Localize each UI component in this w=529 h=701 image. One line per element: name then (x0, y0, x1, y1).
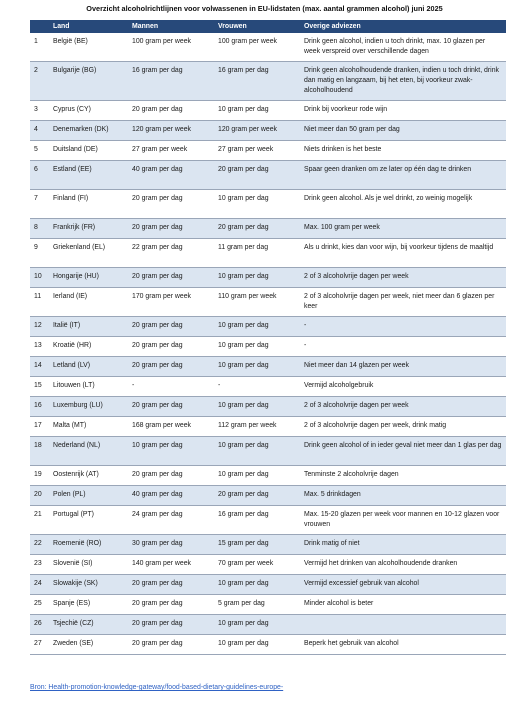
table-row (30, 377, 506, 397)
cell-advies: Beperk het gebruik van alcohol (300, 635, 506, 655)
cell-advies: - (300, 337, 506, 357)
table-row (30, 141, 506, 161)
cell-nr: 19 (30, 466, 49, 486)
header-adviezen: Overige adviezen (304, 22, 361, 30)
cell-advies: 2 of 3 alcoholvrije dagen per week, niet meer dan 6 glazen per keer (300, 288, 506, 317)
cell-mannen: 20 gram per dag (128, 575, 214, 595)
cell-vrouwen: 5 gram per dag (214, 595, 300, 615)
cell-nr: 2 (30, 62, 49, 101)
cell-vrouwen: 10 gram per dag (214, 437, 300, 466)
cell-nr: 14 (30, 357, 49, 377)
cell-mannen: 20 gram per dag (128, 466, 214, 486)
cell-advies: Als u drinkt, kies dan voor wijn, bij voorkeur tijdens de maaltijd (300, 239, 506, 268)
cell-nr: 25 (30, 595, 49, 615)
header-land: Land (53, 22, 70, 30)
cell-vrouwen: - (214, 377, 300, 397)
cell-land: Frankrijk (FR) (49, 219, 128, 239)
cell-vrouwen: 16 gram per dag (214, 506, 300, 535)
cell-vrouwen: 10 gram per dag (214, 337, 300, 357)
cell-nr: 16 (30, 397, 49, 417)
cell-advies: Max. 100 gram per week (300, 219, 506, 239)
table-row (30, 317, 506, 337)
cell-nr: 9 (30, 239, 49, 268)
cell-land: Oostenrijk (AT) (49, 466, 128, 486)
cell-advies: 2 of 3 alcoholvrije dagen per week (300, 268, 506, 288)
cell-advies: Vermijd excessief gebruik van alcohol (300, 575, 506, 595)
table-header-row (30, 20, 506, 33)
cell-advies: Vermijd het drinken van alcoholhoudende dranken (300, 555, 506, 575)
cell-vrouwen: 10 gram per dag (214, 101, 300, 121)
cell-mannen: - (128, 377, 214, 397)
cell-mannen: 20 gram per dag (128, 219, 214, 239)
cell-vrouwen: 112 gram per week (214, 417, 300, 437)
cell-land: Malta (MT) (49, 417, 128, 437)
cell-land: Luxemburg (LU) (49, 397, 128, 417)
cell-nr: 17 (30, 417, 49, 437)
cell-land: Slovenië (SI) (49, 555, 128, 575)
cell-mannen: 30 gram per dag (128, 535, 214, 555)
cell-advies: - (300, 317, 506, 337)
cell-vrouwen: 10 gram per dag (214, 397, 300, 417)
cell-vrouwen: 15 gram per dag (214, 535, 300, 555)
table-row (30, 397, 506, 417)
cell-land: Griekenland (EL) (49, 239, 128, 268)
cell-advies: Max. 15-20 glazen per week voor mannen en 10-12 glazen voor vrouwen (300, 506, 506, 535)
cell-land: België (BE) (49, 33, 128, 62)
cell-land: Hongarije (HU) (49, 268, 128, 288)
cell-land: Nederland (NL) (49, 437, 128, 466)
cell-vrouwen: 16 gram per dag (214, 62, 300, 101)
cell-vrouwen: 120 gram per week (214, 121, 300, 141)
cell-land: Letland (LV) (49, 357, 128, 377)
cell-nr: 21 (30, 506, 49, 535)
cell-land: Spanje (ES) (49, 595, 128, 615)
table-row (30, 615, 506, 635)
cell-mannen: 100 gram per week (128, 33, 214, 62)
cell-mannen: 40 gram per dag (128, 486, 214, 506)
cell-mannen: 140 gram per week (128, 555, 214, 575)
cell-mannen: 20 gram per dag (128, 357, 214, 377)
cell-vrouwen: 20 gram per dag (214, 486, 300, 506)
cell-advies: Niets drinken is het beste (300, 141, 506, 161)
cell-advies: Drink geen alcohol of in ieder geval niet meer dan 1 glas per dag (300, 437, 506, 466)
cell-land: Cyprus (CY) (49, 101, 128, 121)
cell-vrouwen: 100 gram per week (214, 33, 300, 62)
table-row (30, 486, 506, 506)
cell-vrouwen: 10 gram per dag (214, 635, 300, 655)
table-row (30, 555, 506, 575)
cell-mannen: 20 gram per dag (128, 635, 214, 655)
cell-vrouwen: 11 gram per dag (214, 239, 300, 268)
cell-nr: 6 (30, 161, 49, 190)
cell-nr: 4 (30, 121, 49, 141)
table-row (30, 121, 506, 141)
table-row (30, 101, 506, 121)
cell-nr: 18 (30, 437, 49, 466)
cell-advies: Tenminste 2 alcoholvrije dagen (300, 466, 506, 486)
cell-mannen: 20 gram per dag (128, 190, 214, 219)
cell-vrouwen: 10 gram per dag (214, 575, 300, 595)
alcohol-guidelines-table (30, 20, 506, 655)
cell-mannen: 22 gram per dag (128, 239, 214, 268)
cell-advies: Drink geen alcohol. Als je wel drinkt, zo weinig mogelijk (300, 190, 506, 219)
cell-land: Estland (EE) (49, 161, 128, 190)
cell-vrouwen: 10 gram per dag (214, 190, 300, 219)
header-nr (30, 20, 49, 33)
cell-vrouwen: 27 gram per week (214, 141, 300, 161)
cell-advies: Drink geen alcoholhoudende dranken, indien u toch drinkt, drink dan matig en langzaam, bij het eten, bij voorkeur zwak-alcoholhoudend (300, 62, 506, 101)
cell-nr: 24 (30, 575, 49, 595)
cell-nr: 10 (30, 268, 49, 288)
cell-mannen: 20 gram per dag (128, 101, 214, 121)
cell-vrouwen: 10 gram per dag (214, 268, 300, 288)
table-row (30, 288, 506, 317)
cell-mannen: 20 gram per dag (128, 397, 214, 417)
table-row (30, 161, 506, 190)
cell-nr: 8 (30, 219, 49, 239)
cell-nr: 23 (30, 555, 49, 575)
cell-mannen: 168 gram per week (128, 417, 214, 437)
table-row (30, 575, 506, 595)
table-row (30, 268, 506, 288)
cell-land: Kroatië (HR) (49, 337, 128, 357)
cell-vrouwen: 10 gram per dag (214, 317, 300, 337)
table-row (30, 33, 506, 62)
cell-vrouwen: 20 gram per dag (214, 219, 300, 239)
cell-land: Slowakije (SK) (49, 575, 128, 595)
table-row (30, 190, 506, 219)
cell-mannen: 20 gram per dag (128, 337, 214, 357)
cell-nr: 27 (30, 635, 49, 655)
cell-mannen: 20 gram per dag (128, 268, 214, 288)
cell-land: Roemenië (RO) (49, 535, 128, 555)
cell-mannen: 24 gram per dag (128, 506, 214, 535)
cell-nr: 22 (30, 535, 49, 555)
table-row (30, 337, 506, 357)
cell-vrouwen: 10 gram per dag (214, 615, 300, 635)
table-row (30, 437, 506, 466)
table-row (30, 535, 506, 555)
cell-mannen: 170 gram per week (128, 288, 214, 317)
cell-nr: 26 (30, 615, 49, 635)
page-title: Overzicht alcoholrichtlijnen voor volwassenen in EU-lidstaten (max. aantal grammen alcohol) juni 2025 (86, 4, 443, 13)
cell-land: Bulgarije (BG) (49, 62, 128, 101)
cell-advies: 2 of 3 alcoholvrije dagen per week, drink matig (300, 417, 506, 437)
cell-advies: Drink bij voorkeur rode wijn (300, 101, 506, 121)
table-row (30, 466, 506, 486)
cell-advies: Drink matig of niet (300, 535, 506, 555)
cell-nr: 5 (30, 141, 49, 161)
cell-nr: 3 (30, 101, 49, 121)
table-row (30, 417, 506, 437)
cell-nr: 12 (30, 317, 49, 337)
cell-advies (300, 615, 506, 635)
cell-nr: 13 (30, 337, 49, 357)
table-row (30, 635, 506, 655)
cell-advies: Niet meer dan 14 glazen per week (300, 357, 506, 377)
cell-mannen: 16 gram per dag (128, 62, 214, 101)
cell-land: Polen (PL) (49, 486, 128, 506)
cell-land: Portugal (PT) (49, 506, 128, 535)
cell-mannen: 120 gram per week (128, 121, 214, 141)
table-row (30, 62, 506, 101)
cell-mannen: 40 gram per dag (128, 161, 214, 190)
table-row (30, 506, 506, 535)
cell-advies: 2 of 3 alcoholvrije dagen per week (300, 397, 506, 417)
table-row (30, 595, 506, 615)
cell-land: Tsjechië (CZ) (49, 615, 128, 635)
cell-advies: Max. 5 drinkdagen (300, 486, 506, 506)
cell-advies: Minder alcohol is beter (300, 595, 506, 615)
header-mannen: Mannen (132, 22, 159, 30)
source-link[interactable]: Bron: Health-promotion-knowledge-gateway/food-based-dietary-guidelines-europe- (30, 684, 284, 691)
cell-nr: 7 (30, 190, 49, 219)
cell-nr: 20 (30, 486, 49, 506)
cell-vrouwen: 20 gram per dag (214, 161, 300, 190)
cell-mannen: 27 gram per week (128, 141, 214, 161)
cell-vrouwen: 10 gram per dag (214, 466, 300, 486)
cell-land: Litouwen (LT) (49, 377, 128, 397)
cell-land: Denemarken (DK) (49, 121, 128, 141)
cell-vrouwen: 110 gram per week (214, 288, 300, 317)
table-row (30, 239, 506, 268)
table-row (30, 219, 506, 239)
cell-mannen: 20 gram per dag (128, 595, 214, 615)
cell-land: Italië (IT) (49, 317, 128, 337)
cell-land: Ierland (IE) (49, 288, 128, 317)
header-vrouwen: Vrouwen (218, 22, 247, 30)
cell-nr: 11 (30, 288, 49, 317)
cell-vrouwen: 10 gram per dag (214, 357, 300, 377)
cell-mannen: 10 gram per dag (128, 437, 214, 466)
cell-nr: 1 (30, 33, 49, 62)
cell-land: Duitsland (DE) (49, 141, 128, 161)
cell-mannen: 20 gram per dag (128, 317, 214, 337)
cell-nr: 15 (30, 377, 49, 397)
cell-advies: Spaar geen dranken om ze later op één dag te drinken (300, 161, 506, 190)
cell-land: Zweden (SE) (49, 635, 128, 655)
cell-advies: Drink geen alcohol, indien u toch drinkt, max. 10 glazen per week verspreid over verschillende dagen (300, 33, 506, 62)
cell-land: Finland (FI) (49, 190, 128, 219)
cell-advies: Niet meer dan 50 gram per dag (300, 121, 506, 141)
table-row (30, 357, 506, 377)
cell-vrouwen: 70 gram per week (214, 555, 300, 575)
cell-mannen: 20 gram per dag (128, 615, 214, 635)
cell-advies: Vermijd alcoholgebruik (300, 377, 506, 397)
